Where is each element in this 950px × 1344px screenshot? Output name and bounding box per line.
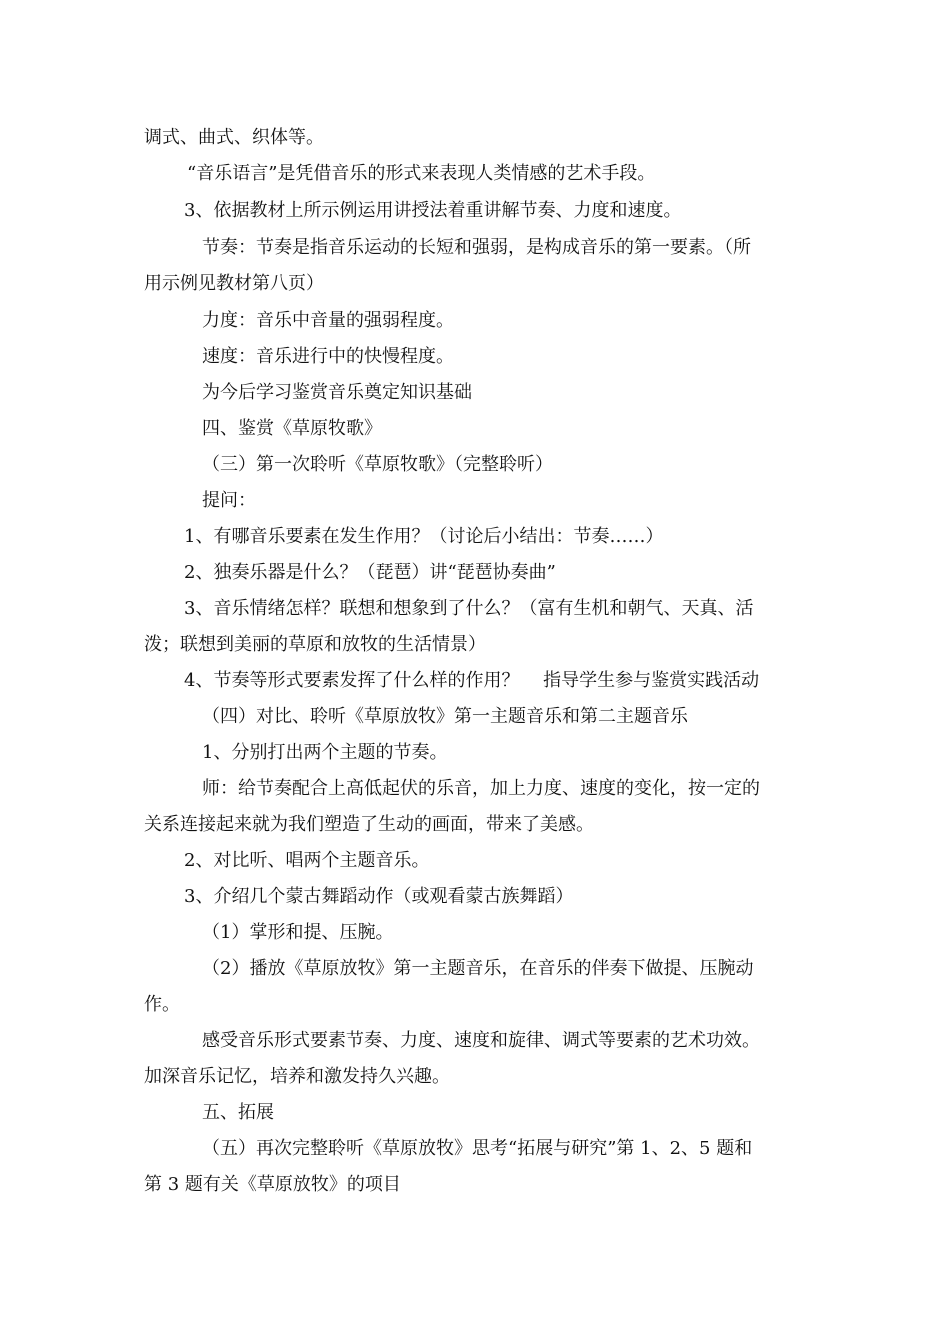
text-line: 力度：音乐中音量的强弱程度。	[202, 310, 454, 331]
text-line: 师：给节奏配合上高低起伏的乐音，加上力度、速度的变化，按一定的	[202, 778, 760, 799]
text-line: 为今后学习鉴赏音乐奠定知识基础	[202, 382, 472, 403]
text-line: 作。	[144, 994, 180, 1015]
text-line: 调式、曲式、织体等。	[144, 127, 324, 148]
text-line: 第 3 题有关《草原放牧》的项目	[144, 1174, 401, 1195]
text-line: 速度：音乐进行中的快慢程度。	[202, 346, 454, 367]
text-line: （三）第一次聆听《草原牧歌》（完整聆听）	[202, 454, 553, 475]
text-line: （1）掌形和提、压腕。	[202, 922, 394, 943]
text-line: 用示例见教材第八页）	[144, 273, 324, 294]
text-line: 1、分别打出两个主题的节奏。	[202, 742, 448, 763]
text-line: （五）再次完整聆听《草原放牧》思考“拓展与研究”第 1、2、5 题和	[202, 1138, 753, 1159]
section-heading: 四、鉴赏《草原牧歌》	[202, 418, 382, 439]
text-line: 泼；联想到美丽的草原和放牧的生活情景）	[144, 634, 486, 655]
text-line: 3、音乐情绪怎样？联想和想象到了什么？（富有生机和朝气、天真、活	[184, 598, 754, 619]
text-line: 提问：	[202, 490, 256, 511]
section-heading: 五、拓展	[202, 1102, 274, 1123]
text-line: 加深音乐记忆，培养和激发持久兴趣。	[144, 1066, 450, 1087]
text-line: “音乐语言”是凭借音乐的形式来表现人类情感的艺术手段。	[187, 163, 656, 184]
text-line: 感受音乐形式要素节奏、力度、速度和旋律、调式等要素的艺术功效。	[202, 1030, 760, 1051]
text-line: 1、有哪音乐要素在发生作用？（讨论后小结出：节奏……）	[184, 526, 664, 547]
text-line: 3、依据教材上所示例运用讲授法着重讲解节奏、力度和速度。	[184, 200, 682, 221]
text-line: （2）播放《草原放牧》第一主题音乐，在音乐的伴奏下做提、压腕动	[202, 958, 754, 979]
text-line: （四）对比、聆听《草原放牧》第一主题音乐和第二主题音乐	[202, 706, 688, 727]
text-line: 2、独奏乐器是什么？（琵琶）讲“琵琶协奏曲”	[184, 562, 556, 583]
text-line: 3、介绍几个蒙古舞蹈动作（或观看蒙古族舞蹈）	[184, 886, 574, 907]
text-line: 4、节奏等形式要素发挥了什么样的作用？ 指导学生参与鉴赏实践活动	[184, 670, 760, 691]
text-line: 2、对比听、唱两个主题音乐。	[184, 850, 430, 871]
text-line: 关系连接起来就为我们塑造了生动的画面，带来了美感。	[144, 814, 594, 835]
text-line: 节奏：节奏是指音乐运动的长短和强弱，是构成音乐的第一要素。（所	[202, 237, 751, 258]
